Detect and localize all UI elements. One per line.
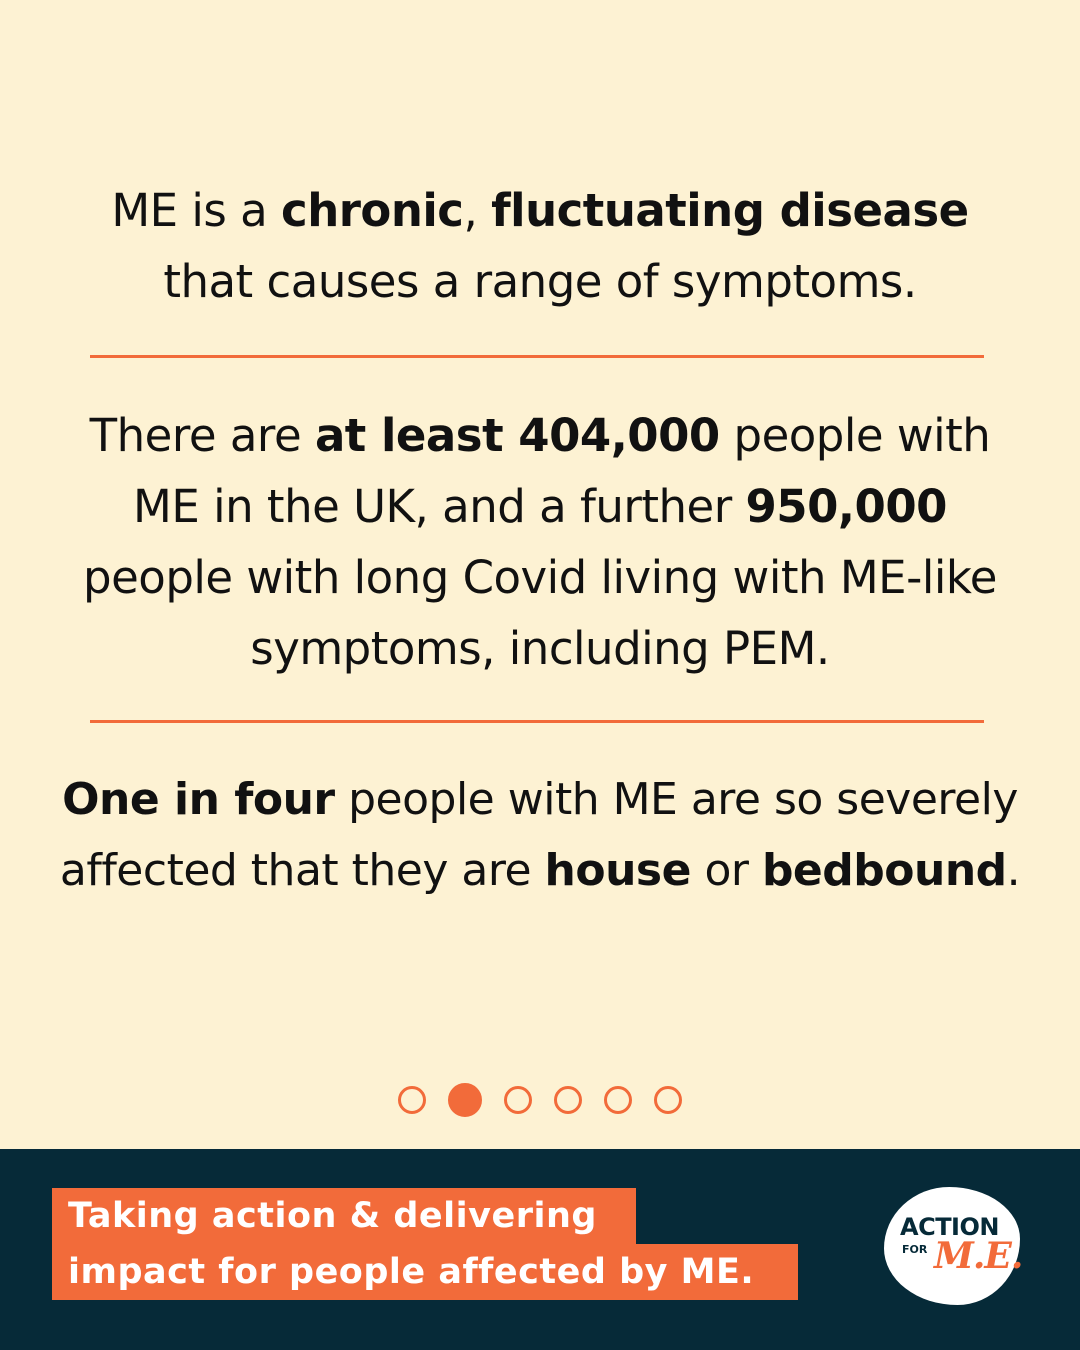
emphasis-404000: at least 404,000: [314, 409, 720, 462]
text: There are: [89, 409, 315, 462]
page-dot-3[interactable]: [504, 1086, 532, 1114]
divider: [90, 355, 984, 358]
logo-word-for: FOR: [902, 1243, 928, 1256]
emphasis-fluctuating-disease: fluctuating disease: [491, 184, 969, 237]
logo-word-me: M.E.: [934, 1235, 1023, 1277]
page-dot-1[interactable]: [398, 1086, 426, 1114]
text: ME is a: [111, 184, 282, 237]
emphasis-one-in-four: One in four: [62, 774, 335, 825]
carousel-pagination: [0, 1086, 1080, 1117]
text: people with long Covid living with ME-like symptoms, including PEM.: [83, 551, 997, 675]
action-for-me-logo[interactable]: [884, 1187, 1023, 1305]
emphasis-house: house: [544, 845, 691, 896]
statement-severity: [40, 764, 1040, 906]
emphasis-chronic: chronic: [281, 184, 464, 237]
statement-prevalence: [60, 400, 1020, 684]
text: people with ME in the UK, and a further: [133, 409, 991, 533]
emphasis-bedbound: bedbound: [761, 845, 1007, 896]
footer-bar: [0, 1149, 1080, 1350]
page-dot-2-active[interactable]: [448, 1083, 482, 1117]
page-dot-6[interactable]: [654, 1086, 682, 1114]
page-dot-5[interactable]: [604, 1086, 632, 1114]
page-dot-4[interactable]: [554, 1086, 582, 1114]
emphasis-950000: 950,000: [745, 480, 947, 533]
text: ,: [463, 184, 492, 237]
tagline: [52, 1188, 798, 1300]
logo-word-action: ACTION: [900, 1213, 999, 1241]
statement-chronic-disease: [60, 175, 1020, 317]
text: people with ME are so severely affected that they are: [59, 774, 1018, 896]
text: or: [690, 845, 762, 896]
text: .: [1006, 845, 1021, 896]
tagline-line-2: impact for people affected by ME.: [52, 1244, 798, 1300]
divider: [90, 720, 984, 723]
text: that causes a range of symptoms.: [163, 255, 917, 308]
tagline-line-1: Taking action & delivering: [52, 1188, 636, 1244]
